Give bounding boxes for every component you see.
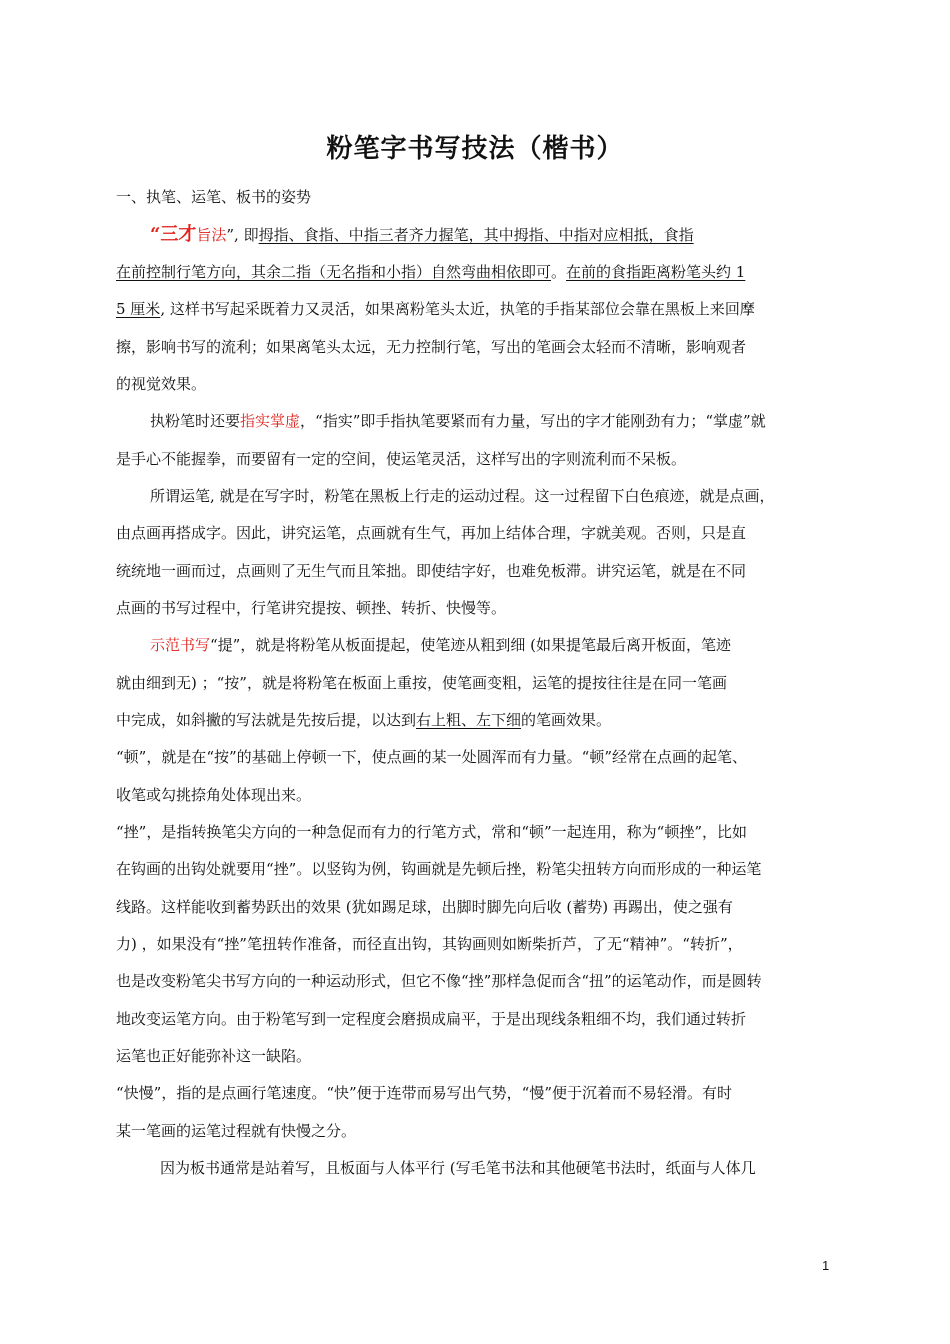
paragraph-line: “顿”，就是在“按”的基础上停顿一下，使点画的某一处圆浑而有力量。“顿”经常在点画的起笔、 bbox=[116, 748, 748, 766]
paragraph-line: 因为板书通常是站着写，且板面与人体平行 (写毛笔书法和其他硬笔书法时，纸面与人体几 bbox=[160, 1159, 756, 1177]
text-run: , 这样书写起采既着力又灵活，如果离粉笔头太近，执笔的手指某部位会靠在黑板上来回摩 bbox=[160, 300, 755, 318]
paragraph-line: 是手心不能握拳，而要留有一定的空间，使运笔灵活，这样写出的字则流利而不呆板。 bbox=[116, 450, 687, 468]
underlined-text: 在前的食指距离粉笔头约 1 bbox=[566, 263, 746, 281]
underlined-text: 在前控制行笔方向，其余二指（无名指和小指）自然弯曲相依即可 bbox=[116, 263, 552, 281]
paragraph-line: 收笔或勾挑捺角处体现出来。 bbox=[116, 786, 312, 804]
paragraph-line: 由点画再搭成字。因此，讲究运笔，点画就有生气，再加上结体合理，字就美观。否则，只是直 bbox=[116, 524, 747, 542]
text-run: 。 bbox=[551, 263, 567, 281]
highlight-text: 旨法 bbox=[196, 226, 227, 244]
paragraph-line: 擦，影响书写的流利；如果离笔头太远，无力控制行笔，写出的笔画会太轻而不清晰，影响观者 bbox=[116, 338, 747, 356]
paragraph-line: 力) ，如果没有“挫”笔扭转作准备，而径直出钩，其钩画则如断柴折芦，了无“精神”。“转折”， bbox=[116, 935, 743, 953]
text-run: 中完成，如斜撇的写法就是先按后提，以达到 bbox=[116, 711, 417, 729]
paragraph-line bbox=[116, 299, 755, 319]
text-run: ，“指实”即手指执笔要紧而有力量，写出的字才能刚劲有力；“掌虚”就 bbox=[300, 412, 766, 430]
text-run: “提”，就是将粉笔从板面提起，使笔迹从粗到细 (如果提笔最后离开板面，笔迹 bbox=[210, 636, 731, 654]
text-run: 的笔画效果。 bbox=[521, 711, 612, 729]
underlined-text: 右上粗、左下细 bbox=[416, 711, 522, 729]
text-run: ”, 即 bbox=[226, 226, 259, 244]
highlight-text: 示范书写 bbox=[150, 636, 211, 654]
page-number: 1 bbox=[822, 1258, 830, 1273]
underlined-text: 拇指、食指、中指三者齐力握笔，其中拇指、中指对应相抵，食指 bbox=[258, 226, 694, 244]
paragraph-line: “挫”，是指转换笔尖方向的一种急促而有力的行笔方式，常和“顿”一起连用，称为“顿挫”，比如 bbox=[116, 823, 748, 841]
paragraph-line: 统统地一画而过，点画则了无生气而且笨拙。即使结字好，也难免板滞。讲究运笔，就是在不同 bbox=[116, 562, 747, 580]
highlight-text: “三才 bbox=[150, 224, 197, 245]
paragraph-line: 就由细到无) ；“按”，就是将粉笔在板面上重按，使笔画变粗，运笔的提按往往是在同一笔画 bbox=[116, 674, 727, 692]
paragraph-line bbox=[150, 635, 731, 655]
paragraph-line: 的视觉效果。 bbox=[116, 375, 207, 393]
section-heading: 一、执笔、运笔、板书的姿势 bbox=[116, 188, 312, 206]
underlined-text: 5 厘米 bbox=[116, 300, 161, 318]
text-run: 执粉笔时还要 bbox=[150, 412, 241, 430]
page-title: 粉笔字书写技法（楷书） bbox=[326, 134, 624, 164]
highlight-text: 指实掌虚 bbox=[240, 412, 301, 430]
paragraph-line: 所谓运笔, 就是在写字时，粉笔在黑板上行走的运动过程。这一过程留下白色痕迹，就是点画， bbox=[150, 487, 775, 505]
paragraph-line: 点画的书写过程中，行笔讲究提按、顿挫、转折、快慢等。 bbox=[116, 599, 507, 617]
paragraph-line: 也是改变粉笔尖书写方向的一种运动形式，但它不像“挫”那样急促而含“扭”的运笔动作，而是圆转 bbox=[116, 972, 762, 990]
paragraph-line: 某一笔画的运笔过程就有快慢之分。 bbox=[116, 1122, 357, 1140]
paragraph-line: 线路。这样能收到蓄势跃出的效果 (犹如踢足球，出脚时脚先向后收 (蓄势) 再踢出，使之强有 bbox=[116, 898, 733, 916]
paragraph-line bbox=[116, 710, 611, 730]
paragraph-line: 在钩画的出钩处就要用“挫”。以竖钩为例，钩画就是先顿后挫，粉笔尖扭转方向而形成的一种运笔 bbox=[116, 860, 762, 878]
paragraph-line bbox=[150, 411, 766, 431]
paragraph-line bbox=[150, 225, 694, 245]
paragraph-line: 运笔也正好能弥补这一缺陷。 bbox=[116, 1047, 312, 1065]
paragraph-line bbox=[116, 262, 745, 282]
paragraph-line: 地改变运笔方向。由于粉笔写到一定程度会磨损成扁平，于是出现线条粗细不均，我们通过转折 bbox=[116, 1010, 747, 1028]
paragraph-line: “快慢”，指的是点画行笔速度。“快”便于连带而易写出气势，“慢”便于沉着而不易轻滑。有时 bbox=[116, 1084, 733, 1102]
